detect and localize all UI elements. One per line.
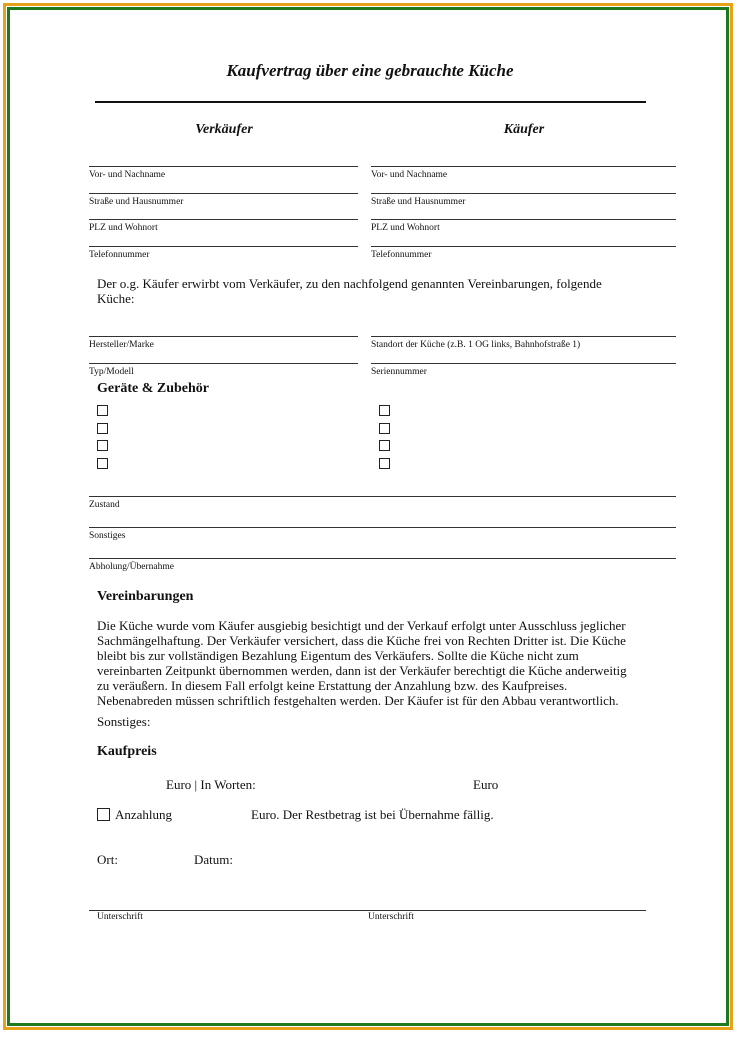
euro-words-label: Euro | In Worten: (166, 777, 256, 792)
agreement-line: Nebenabreden müssen schriftlich festgehalten werden. Der Käufer ist für den Abbau verantwortlich. (97, 693, 619, 708)
deposit-checkbox[interactable] (97, 808, 110, 821)
other-field[interactable]: Sonstiges (89, 527, 676, 553)
appliance-checkbox[interactable] (379, 405, 390, 416)
euro-label: Euro (473, 777, 499, 792)
seller-heading: Verkäufer (195, 122, 253, 137)
agreements-heading: Vereinbarungen (97, 589, 194, 604)
appliance-checkbox[interactable] (379, 458, 390, 469)
title-underline (95, 101, 646, 103)
signature-line[interactable] (89, 910, 646, 911)
agreement-line: bleibt bis zur vollständigen Bezahlung Eigentum des Verkäufers. Sollte die Küche nicht zum (97, 648, 579, 663)
appliance-checkbox[interactable] (97, 423, 108, 434)
price-heading: Kaufpreis (97, 744, 157, 759)
seller-phone-field[interactable]: Telefonnummer (89, 246, 358, 272)
appliance-checkbox[interactable] (97, 440, 108, 451)
appliance-checkbox[interactable] (379, 423, 390, 434)
seller-street-field[interactable]: Straße und Hausnummer (89, 193, 358, 219)
location-field[interactable]: Standort der Küche (z.B. 1 OG links, Bahnhofstraße 1) (371, 336, 676, 362)
seller-city-field[interactable]: PLZ und Wohnort (89, 219, 358, 245)
buyer-street-field[interactable]: Straße und Hausnummer (371, 193, 676, 219)
agreement-line: zu veräußern. In diesem Fall erfolgt keine Erstattung der Anzahlung bzw. des Kaufpreises. (97, 678, 568, 693)
condition-field[interactable]: Zustand (89, 496, 676, 522)
seller-signature-label: Unterschrift (97, 912, 143, 922)
serial-field[interactable]: Seriennummer (371, 363, 676, 389)
date-label: Datum: (194, 852, 233, 867)
deposit-label: Anzahlung (115, 807, 173, 822)
pickup-field[interactable]: Abholung/Übernahme (89, 558, 676, 584)
agreement-line: vereinbarten Zeitpunkt übernommen werden, dann ist der Verkäufer berechtigt die Küche anderweitig (97, 663, 627, 678)
agreements-text (97, 618, 644, 708)
intro-line: Küche: (97, 291, 135, 306)
place-label: Ort: (97, 852, 118, 867)
buyer-heading: Käufer (503, 122, 545, 137)
seller-name-field[interactable]: Vor- und Nachname (89, 166, 358, 192)
appliance-checkbox[interactable] (97, 405, 108, 416)
agreements-other-label: Sonstiges: (97, 714, 151, 729)
buyer-city-field[interactable]: PLZ und Wohnort (371, 219, 676, 245)
intro-text (97, 276, 657, 306)
intro-line: Der o.g. Käufer erwirbt vom Verkäufer, zu den nachfolgend genannten Vereinbarungen, folgende (97, 276, 602, 291)
buyer-phone-field[interactable]: Telefonnummer (371, 246, 676, 272)
remaining-text: Euro. Der Restbetrag ist bei Übernahme fällig. (251, 807, 494, 822)
appliance-checkbox[interactable] (379, 440, 390, 451)
buyer-signature-label: Unterschrift (368, 912, 414, 922)
model-field[interactable]: Typ/Modell (89, 363, 358, 389)
appliance-checkbox[interactable] (97, 458, 108, 469)
appliances-heading: Geräte & Zubehör (97, 381, 209, 396)
page-title: Kaufvertrag über eine gebrauchte Küche (226, 61, 514, 80)
manufacturer-field[interactable]: Hersteller/Marke (89, 336, 358, 362)
buyer-name-field[interactable]: Vor- und Nachname (371, 166, 676, 192)
agreement-line: Sachmängelhaftung. Der Verkäufer versichert, dass die Küche frei von Rechten Dritter ist. Die Küche (97, 633, 626, 648)
agreement-line: Die Küche wurde vom Käufer ausgiebig besichtigt und der Verkauf erfolgt unter Ausschluss jeglicher (97, 618, 626, 633)
